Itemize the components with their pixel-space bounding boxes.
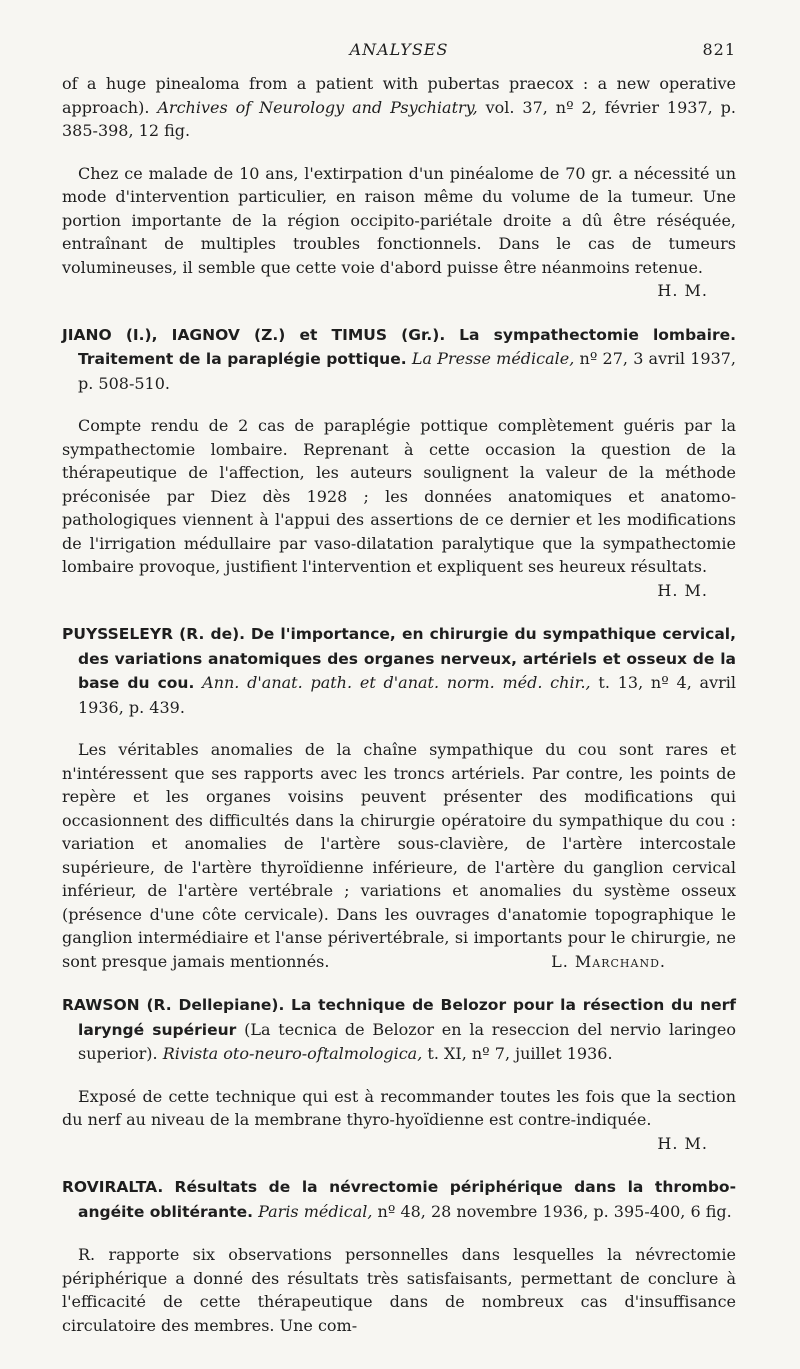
entry-heading: [62, 993, 736, 1066]
running-title: ANALYSES: [349, 40, 449, 59]
entry-abstract-text: Compte rendu de 2 cas de paraplégie pottique complètement guéris par la sympathectomie lombaire. Reprenant à cette occasion la question de la thérapeutique de l'affection, les auteurs soulignent la valeur de la méthode préconisée par Diez dès 1928 ; les données anatomiques et anatomo-pathologiques viennent à l'appui des assertions de ce dernier et les modifications de l'irrigation médullaire par vaso-dilatation paralytique que la sympathectomie lombaire provoque, justifient l'intervention et expliquent ses heureux résultats.: [62, 416, 736, 576]
entry-abstract: [62, 414, 736, 600]
page-number: 821: [702, 40, 736, 59]
entry-details: t. 13, nº 4, avril 1936, p. 439.: [78, 673, 737, 717]
entry-subtitle: (La tecnica de Belozor en la reseccion del nervio laringeo superior).: [78, 1019, 737, 1063]
continuation-reference: [62, 72, 736, 143]
entry-title: Résultats de la névrectomie périphérique dans la thrombo-angéite oblitérante.: [78, 1178, 736, 1221]
entry-abstract-text: Les véritables anomalies de la chaîne sympathique du cou sont rares et n'intéressent que ses rapports avec les troncs artériels. Par contre, les points de repère et les organes voisins peuvent présenter des modifications qui occasionnent des difficultés dans la chirurgie opératoire du sympathique du cou : variation et anomalies de l'artère sous-clavière, de l'artère intercostale supérieure, de l'artère thyroïdienne inférieure, de l'artère du ganglion cervical inférieur, de l'artère vertébrale ; variations et anomalies du système osseux (présence d'une côte cervicale). Dans les ouvrages d'anatomie topographique le ganglion intermédiaire et l'anse périvertébrale, si importants pour le chirurgie, ne sont presque jamais mentionnés.: [62, 740, 736, 971]
entry-details: nº 48, 28 novembre 1936, p. 395-400, 6 fig.: [377, 1201, 732, 1221]
continuation-journal: Archives of Neurology and Psychiatry,: [157, 97, 478, 117]
entry-authors: RAWSON (R. Dellepiane).: [62, 996, 285, 1014]
entry-heading: [62, 1175, 736, 1224]
entry-signature: H. M.: [657, 1133, 708, 1153]
entry-abstract: Exposé de cette technique qui est à recommander toutes les fois que la section du nerf au niveau de la membrane thyro-hyoïdienne est contre-indiquée.: [62, 1086, 736, 1129]
continuation-text: of a huge pinealoma from a patient with pubertas praecox : a new operative approach).: [62, 74, 736, 117]
continuation-abstract: Chez ce malade de 10 ans, l'extirpation d'un pinéalome de 70 gr. a nécessité un mode d'intervention particulier, en raison même du volume de la tumeur. Une portion importante de la région occipito-pariétale droite a dû être réséquée, entraînant de multiples troubles fonctionnels. Dans le cas de tumeurs volumineuses, il semble que cette voie d'abord puisse être néanmoins retenue.: [62, 163, 736, 277]
entry-title: La sympathectomie lombaire. Traitement de la paraplégie pottique.: [78, 325, 736, 368]
entry-abstract: [62, 738, 736, 973]
entry-authors: JIANO (I.), IAGNOV (Z.) et TIMUS (Gr.).: [62, 325, 446, 344]
entry-journal: Paris médical,: [258, 1201, 373, 1221]
entry-details: nº 27, 3 avril 1937, p. 508-510.: [78, 349, 737, 393]
entry-details: t. XI, nº 7, juillet 1936.: [427, 1044, 613, 1063]
entry-signature: L. Marchand.: [551, 951, 666, 971]
continuation-details: vol. 37, nº 2, février 1937, p. 385-398, 12 fig.: [62, 97, 736, 140]
entry-journal: La Presse médicale,: [411, 349, 575, 368]
entry-authors: ROVIRALTA.: [62, 1178, 164, 1196]
entry-journal: Rivista oto-neuro-oftalmologica,: [162, 1044, 423, 1063]
continuation-signature: H. M.: [657, 281, 708, 300]
entry-title: La technique de Belozor pour la résection du nerf laryngé supérieur: [78, 996, 736, 1039]
entry-signature: H. M.: [657, 580, 708, 600]
running-header: [62, 40, 736, 64]
entry-abstract: R. rapporte six observations personnelles dans lesquelles la névrectomie périphérique a donné des résultats très satisfaisants, permettant de conclure à l'efficacité de cette thérapeutique dans de nombreux cas d'insuffisance circulatoire des membres. Une com-: [62, 1245, 736, 1335]
entry-heading: [62, 323, 736, 396]
entry-title: De l'importance, en chirurgie du sympathique cervical, des variations anatomiques des organes nerveux, artériels et osseux de la base du cou.: [78, 625, 736, 692]
entry-heading: [62, 622, 736, 719]
entry-journal: Ann. d'anat. path. et d'anat. norm. méd. chir.,: [202, 673, 591, 692]
entry-authors: PUYSSELEYR (R. de).: [62, 625, 246, 643]
